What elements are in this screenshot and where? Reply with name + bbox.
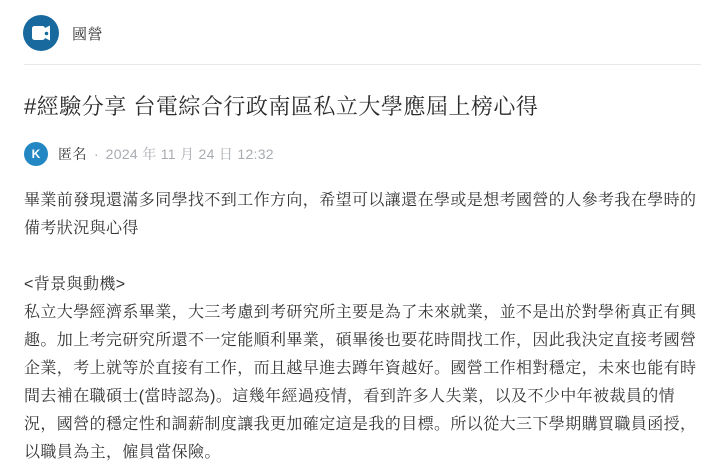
avatar: K — [24, 142, 48, 166]
post-title: #經驗分享 台電綜合行政南區私立大學應屆上榜心得 — [24, 94, 539, 119]
post-body — [24, 187, 701, 467]
author-row — [24, 142, 701, 166]
post-date: 2024 年 11 月 24 日 12:32 — [105, 146, 274, 162]
board-link[interactable] — [0, 0, 725, 64]
board-icon — [23, 15, 59, 51]
header-divider — [24, 64, 701, 65]
author-name: 匿名 — [58, 146, 87, 162]
post-paragraph: 畢業前發現還滿多同學找不到工作方向，希望可以讓還在學或是想考國營的人參考我在學時的備考狀況與心得 — [24, 192, 697, 237]
section-heading: <背景與動機> — [24, 276, 126, 293]
post-paragraph: 私立大學經濟系畢業，大三考慮到考研究所主要是為了未來就業，並不是出於對學術真正有興趣。加上考完研究所還不一定能順利畢業，碩畢後也要花時間找工作，因此我決定直接考國營企業，考上就等於直接有工作，而且越早進去蹲年資越好。國營工作相對穩定，未來也能有時間去補在職碩士(當時認為)。這幾年經過疫情，看到許多人失業，以及不少中年被裁員的情況，國營的穩定性和調薪制度讓我更加確定這是我的目標。所以從大三下學期購買職員函授，以職員為主，僱員當保險。 — [24, 304, 697, 461]
dot-separator: · — [94, 146, 99, 162]
board-name[interactable]: 國營 — [72, 25, 104, 43]
post-article — [0, 92, 725, 467]
